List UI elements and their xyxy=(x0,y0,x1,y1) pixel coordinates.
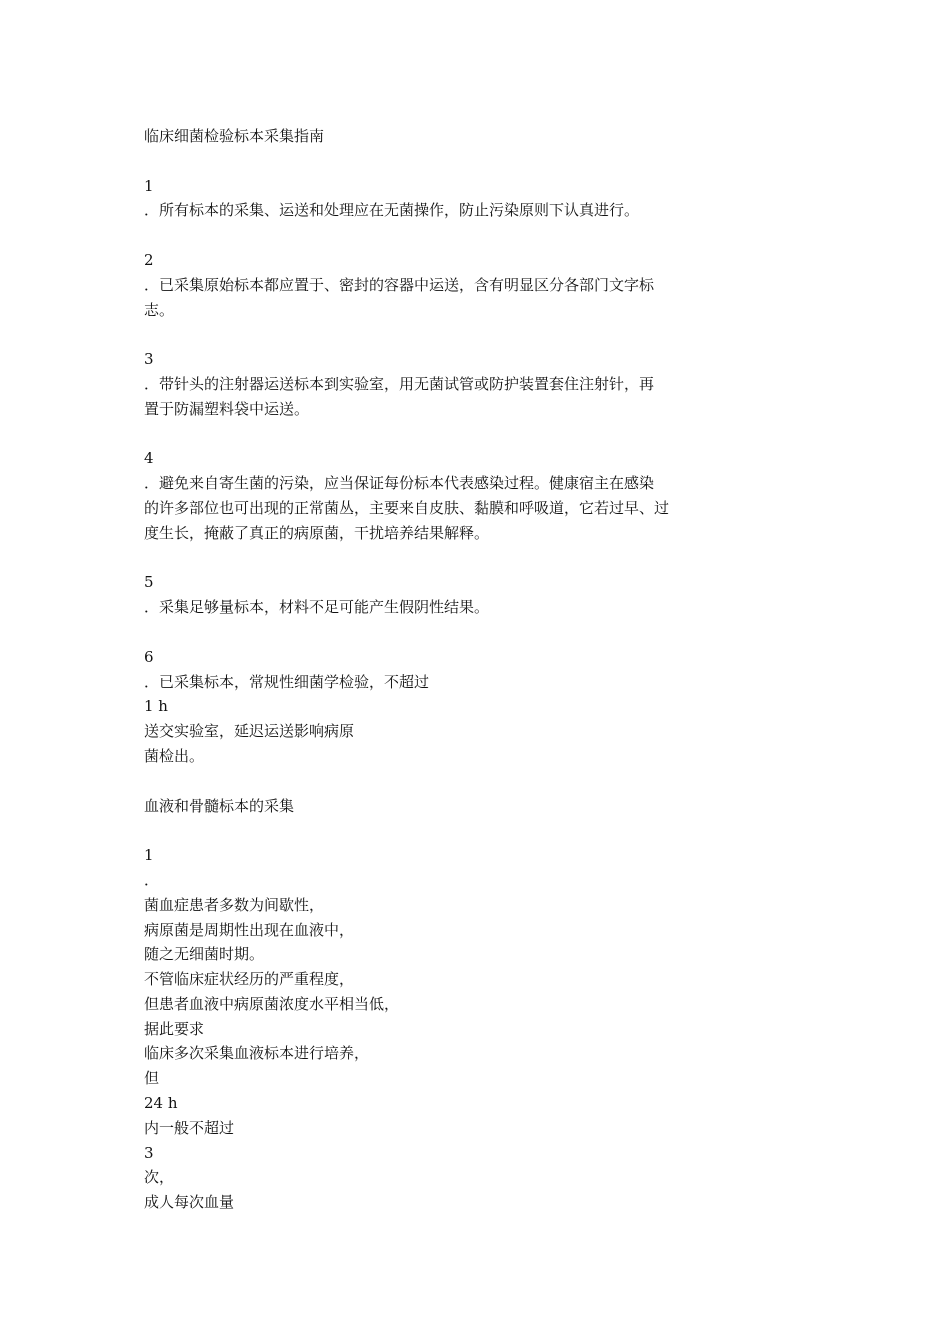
item-text: 不管临床症状经历的严重程度， xyxy=(144,970,355,989)
item-text: ． xyxy=(144,870,160,889)
item-text: 24 h xyxy=(144,1094,178,1113)
section2-item-1 xyxy=(144,843,744,1215)
document-page xyxy=(144,124,744,1215)
item-text: 菌血症患者多数为间歇性， xyxy=(144,895,325,914)
item-text: 据此要求 xyxy=(144,1019,205,1038)
item-text: ．已采集标本，常规性细菌学检验，不超过 xyxy=(144,672,430,691)
item-number: 6 xyxy=(144,647,154,666)
item-text: 病原菌是周期性出现在血液中， xyxy=(144,920,355,939)
item-text: 次， xyxy=(144,1168,175,1187)
item-text: 1 h xyxy=(144,697,168,716)
item-text: 内一般不超过 xyxy=(144,1118,235,1137)
document-title: 临床细菌检验标本采集指南 xyxy=(144,127,325,145)
item-text: 送交实验室，延迟运送影响病原 xyxy=(144,722,355,741)
item-text: 菌检出。 xyxy=(144,746,205,765)
item-text: ．所有标本的采集、运送和处理应在无菌操作，防止污染原则下认真进行。 xyxy=(144,201,640,220)
item-text: ．已采集原始标本都应置于、密封的容器中运送，含有明显区分各部门文字标 xyxy=(144,275,655,294)
section-heading: 血液和骨髓标本的采集 xyxy=(144,796,295,815)
item-text: 的许多部位也可出现的正常菌丛，主要来自皮肤、黏膜和呼吸道，它若过早、过 xyxy=(144,498,670,517)
item-text: 置于防漏塑料袋中运送。 xyxy=(144,399,310,418)
item-text: 随之无细菌时期。 xyxy=(144,945,265,964)
item-6 xyxy=(144,645,744,769)
item-text: 但患者血液中病原菌浓度水平相当低， xyxy=(144,994,400,1013)
item-number: 1 xyxy=(144,176,154,195)
item-text: ．避免来自寄生菌的污染，应当保证每份标本代表感染过程。健康宿主在感染 xyxy=(144,474,655,493)
item-text: 临床多次采集血液标本进行培养， xyxy=(144,1044,370,1063)
item-text: 成人每次血量 xyxy=(144,1193,235,1212)
item-text: 度生长，掩蔽了真正的病原菌，干扰培养结果解释。 xyxy=(144,523,490,542)
item-text: ．采集足够量标本，材料不足可能产生假阴性结果。 xyxy=(144,598,490,617)
item-number: 1 xyxy=(144,846,154,865)
item-number: 5 xyxy=(144,573,154,592)
item-3 xyxy=(144,347,744,421)
item-2 xyxy=(144,248,744,322)
item-text: ．带针头的注射器运送标本到实验室，用无菌试管或防护装置套住注射针，再 xyxy=(144,374,655,393)
item-number: 3 xyxy=(144,350,154,369)
item-text: 3 xyxy=(144,1143,154,1162)
item-number: 2 xyxy=(144,250,154,269)
item-4 xyxy=(144,446,744,545)
item-text: 志。 xyxy=(144,300,175,319)
item-5 xyxy=(144,570,744,620)
item-1 xyxy=(144,174,744,224)
item-text: 但 xyxy=(144,1069,160,1088)
item-number: 4 xyxy=(144,449,154,468)
